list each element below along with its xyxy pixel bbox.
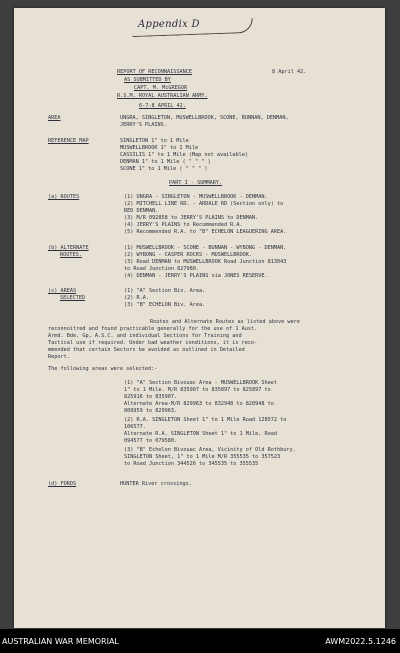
alternate-routes-label: (b) ALTERNATE <box>48 245 89 251</box>
report-subtitle: AS SUBMITTED BY <box>124 77 171 83</box>
catalogue-number: AWM2022.5.1246 <box>325 637 396 646</box>
route-line: RED DENMAN. <box>124 208 159 214</box>
paragraph-line: reconnoitred and found practicable generally for the use of 1 Aust. <box>48 326 258 332</box>
archive-footer <box>0 629 400 653</box>
selected-item-line: (2) R.A. SINGLETON Sheet 1" to 1 Mile Road 128572 to <box>124 417 287 423</box>
route-line: (5) Recommended R.A. to "B" ECHELON LEAGUERING AREA. <box>124 229 287 235</box>
alternate-route-line: (1) MUSWELLBROOK - SCONE - BUNNAN - WYBONG - DENMAN. <box>124 245 287 251</box>
routes-label: (a) ROUTES <box>48 194 80 200</box>
selected-item-line: 094577 to 079580. <box>124 438 178 444</box>
fords-label: (d) FORDS <box>48 481 77 487</box>
selected-item-line: 809959 to 829963. <box>124 408 178 414</box>
route-line: (2) MITCHELL LINE RD. - ARDALE RD (Section only) to <box>124 201 284 207</box>
report-title: REPORT OF RECONNAISSANCE <box>117 69 192 75</box>
report-author: CAPT. M. McGREGOR <box>134 85 188 91</box>
paragraph-line: Tactical use if required. Under bad weather conditions, it is reco- <box>48 340 258 346</box>
area-selected-line: (1) "A" Section Biv. Area. <box>124 288 206 294</box>
alternate-routes-label-2: ROUTES. <box>60 252 82 258</box>
alternate-route-line: (2) WYBONG - CASPER ROCKS - MUSWELLBROOK. <box>124 252 253 258</box>
route-line: (3) M/R 092858 to JERRY'S PLAINS to DENMAN. <box>124 215 259 221</box>
area-selected-line: (2) R.A. <box>124 295 149 301</box>
paragraph-line: Armd. Bde. Gp, A.S.C. and individual Sections for Training and <box>48 333 242 339</box>
selected-item-line: 106577. <box>124 424 146 430</box>
reference-map-label: REFERENCE MAP <box>48 138 89 144</box>
paragraph-line: Report. <box>48 354 70 360</box>
reference-map-line: MUSWELLBROOK 1" to 1 Mile <box>120 145 199 151</box>
fords-text: HUNTER River crossings. <box>120 481 192 487</box>
paragraph-line: mmended that certain Sectors be avoided as outlined in Detailed <box>48 347 245 353</box>
reference-map-line: SCONE 1" to 1 Mile ( " " " ) <box>120 166 208 172</box>
area-line-1: UNGRA, SINGLETON, MUSWELLBROOK, SCONE, BUNNAN, DENMAN, <box>120 115 289 121</box>
areas-selected-label: (c) AREAS <box>48 288 77 294</box>
report-date: 8 April 42. <box>272 69 307 75</box>
area-line-2: JERRY'S PLAINS. <box>120 122 167 128</box>
selected-item-line: Alternate Area-M/R 829963 to 832948 to 820948 to <box>124 401 274 407</box>
report-unit: R.S.M. ROYAL AUSTRALIAN ARMY. <box>117 93 208 99</box>
paragraph-line: Routes and Alternate Routes as listed above were <box>150 319 300 325</box>
selected-item-line: (1) "A" Section Bivouac Area - MUSWELLBROOK Sheet <box>124 380 278 386</box>
selected-item-line: to Road Junction 344526 to 345535 to 355535 <box>124 461 259 467</box>
institution-name: AUSTRALIAN WAR MEMORIAL <box>2 637 119 646</box>
selected-item-line: (3) "B" Echelon Bivouac Area, Vicinity of Old Rothbury. <box>124 447 296 453</box>
alternate-route-line: (4) DENMAN - JERRY'S PLAINS via JONES RESERVE. <box>124 273 268 279</box>
handwritten-annotation: Appendix D <box>138 19 200 30</box>
document-page <box>14 8 385 628</box>
areas-selected-label-2: SELECTED <box>60 295 85 301</box>
area-label: AREA <box>48 115 61 121</box>
selected-item-line: 825916 to 835907. <box>124 394 178 400</box>
selected-item-line: 1" to 1 Mile. M/R 835907 to 835897 to 825897 to <box>124 387 271 393</box>
route-line: (1) UNGRA - SINGLETON - MUSWELLBROOK - DENMAN. <box>124 194 268 200</box>
route-line: (4) JERRY'S PLAINS to Recommended R.A. <box>124 222 243 228</box>
part-heading: PART I - SUMMARY. <box>169 180 223 186</box>
report-dates: 6-7-8 APRIL 42. <box>139 103 186 109</box>
area-selected-line: (3) "B" ECHELON Biv. Area. <box>124 302 206 308</box>
reference-map-line: CASSILIS 1" to 1 Mile (Map not available) <box>120 152 249 158</box>
reference-map-line: DENMAN 1" to 1 Mile ( " " " ) <box>120 159 211 165</box>
selected-item-line: SINGLETON Sheet, 1" to 1 Mile M/R 355535 to 357523 <box>124 454 281 460</box>
reference-map-line: SINGLETON 1" to 1 Mile <box>120 138 189 144</box>
alternate-route-line: (3) Road DENMAN to MUSWELLBROOK Road Junction 813043 <box>124 259 287 265</box>
alternate-route-line: to Road Junction 827980. <box>124 266 199 272</box>
following-text: The following areas were selected:- <box>48 366 158 372</box>
selected-item-line: Alternate R.A. SINGLETON Sheet 1" to 1 Mile, Road <box>124 431 278 437</box>
